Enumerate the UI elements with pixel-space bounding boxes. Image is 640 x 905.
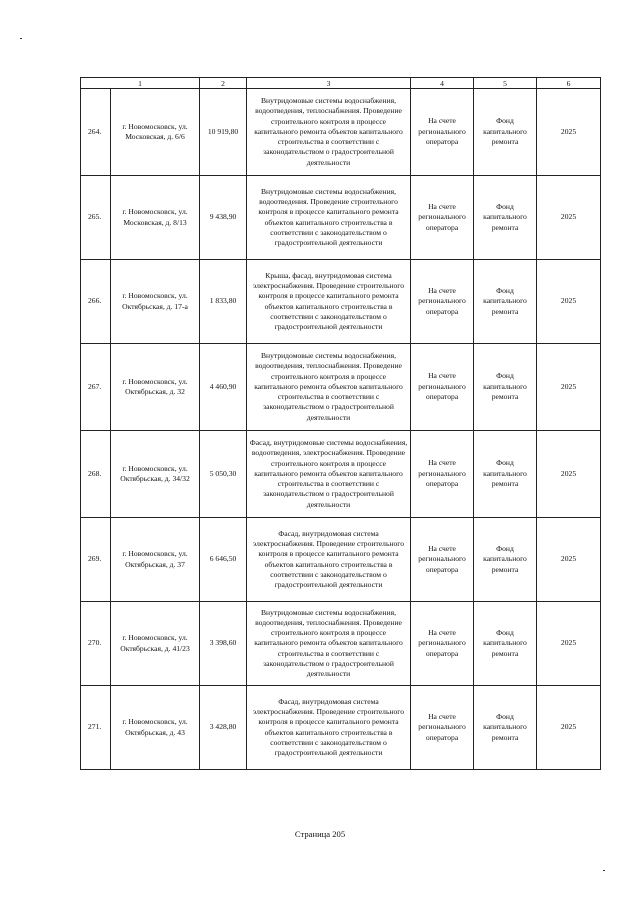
row-source: Фонд капитального ремонта <box>474 431 537 518</box>
column-header-5: 5 <box>474 78 537 89</box>
table-row <box>81 176 601 260</box>
row-number: 271. <box>81 686 111 770</box>
row-address: г. Новомосковск, ул. Октябрьская, д. 32 <box>111 344 200 431</box>
document-sheet <box>80 77 600 770</box>
table-body <box>81 89 601 770</box>
row-number: 270. <box>81 602 111 686</box>
column-header-2: 2 <box>200 78 247 89</box>
table-header <box>81 78 601 89</box>
table-row <box>81 344 601 431</box>
row-year: 2025 <box>537 686 601 770</box>
row-number: 265. <box>81 176 111 260</box>
row-works: Фасад, внутридомовая система электроснабжения. Проведение строительного контроля в процессе капитального ремонта объектов капитального строительства в соответствии с законодательством о градостроительной деятельности <box>247 518 411 602</box>
row-address: г. Новомосковск, ул. Октябрьская, д. 37 <box>111 518 200 602</box>
row-account: На счете регионального оператора <box>411 344 474 431</box>
row-address: г. Новомосковск, ул. Октябрьская, д. 34/32 <box>111 431 200 518</box>
row-account: На счете регионального оператора <box>411 518 474 602</box>
table-row <box>81 686 601 770</box>
row-cost: 5 050,30 <box>200 431 247 518</box>
row-works: Внутридомовые системы водоснабжения, водоотведения, теплоснабжения. Проведение строительного контроля в процессе капитального ремонта объектов капитального строительства в соответствии с законодательством о градостроительной деятельности <box>247 89 411 176</box>
row-year: 2025 <box>537 602 601 686</box>
row-works: Фасад, внутридомовые системы водоснабжения, водоотведения, электроснабжения. Проведение строительного контроля в процессе капитального ремонта объектов капитального строительства в соответствии с законодательством о градостроительной деятельности <box>247 431 411 518</box>
row-year: 2025 <box>537 260 601 344</box>
column-header-1: 1 <box>81 78 200 89</box>
column-header-3: 3 <box>247 78 411 89</box>
row-source: Фонд капитального ремонта <box>474 518 537 602</box>
row-cost: 10 919,80 <box>200 89 247 176</box>
row-year: 2025 <box>537 431 601 518</box>
row-account: На счете регионального оператора <box>411 686 474 770</box>
row-year: 2025 <box>537 176 601 260</box>
row-number: 269. <box>81 518 111 602</box>
row-source: Фонд капитального ремонта <box>474 89 537 176</box>
row-year: 2025 <box>537 89 601 176</box>
row-number: 264. <box>81 89 111 176</box>
repair-registry-table <box>80 77 601 770</box>
row-works: Внутридомовые системы водоснабжения, водоотведения, теплоснабжения. Проведение строительного контроля в процессе капитального ремонта объектов капитального строительства в соответствии с законодательством о градостроительной деятельности <box>247 602 411 686</box>
row-number: 268. <box>81 431 111 518</box>
column-header-6: 6 <box>537 78 601 89</box>
row-source: Фонд капитального ремонта <box>474 686 537 770</box>
row-source: Фонд капитального ремонта <box>474 260 537 344</box>
row-cost: 4 460,90 <box>200 344 247 431</box>
row-cost: 9 438,90 <box>200 176 247 260</box>
row-address: г. Новомосковск, ул. Октябрьская, д. 17-а <box>111 260 200 344</box>
row-works: Фасад, внутридомовая система электроснабжения. Проведение строительного контроля в процессе капитального ремонта объектов капитального строительства в соответствии с законодательством о градостроительной деятельности <box>247 686 411 770</box>
row-cost: 3 428,80 <box>200 686 247 770</box>
row-address: г. Новомосковск, ул. Октябрьская, д. 41/23 <box>111 602 200 686</box>
row-works: Крыша, фасад, внутридомовая система электроснабжения. Проведение строительного контроля в процессе капитального ремонта объектов капитального строительства в соответствии с законодательством о градостроительной деятельности <box>247 260 411 344</box>
row-account: На счете регионального оператора <box>411 260 474 344</box>
row-cost: 1 833,80 <box>200 260 247 344</box>
row-address: г. Новомосковск, ул. Московская, д. 8/13 <box>111 176 200 260</box>
scan-speck <box>603 870 605 871</box>
table-row <box>81 431 601 518</box>
row-account: На счете регионального оператора <box>411 602 474 686</box>
row-cost: 6 646,50 <box>200 518 247 602</box>
column-header-4: 4 <box>411 78 474 89</box>
table-row <box>81 518 601 602</box>
row-number: 266. <box>81 260 111 344</box>
row-account: На счете регионального оператора <box>411 176 474 260</box>
table-row <box>81 602 601 686</box>
page-number: Страница 205 <box>294 829 346 839</box>
table-row <box>81 260 601 344</box>
row-source: Фонд капитального ремонта <box>474 344 537 431</box>
row-source: Фонд капитального ремонта <box>474 176 537 260</box>
row-address: г. Новомосковск, ул. Московская, д. 6/6 <box>111 89 200 176</box>
column-number-row <box>81 78 601 89</box>
table-row <box>81 89 601 176</box>
row-works: Внутридомовые системы водоснабжения, водоотведения, теплоснабжения. Проведение строительного контроля в процессе капитального ремонта объектов капитального строительства в соответствии с законодательством о градостроительной деятельности <box>247 344 411 431</box>
row-number: 267. <box>81 344 111 431</box>
row-year: 2025 <box>537 344 601 431</box>
scan-speck <box>20 38 22 39</box>
row-source: Фонд капитального ремонта <box>474 602 537 686</box>
row-account: На счете регионального оператора <box>411 431 474 518</box>
row-cost: 3 398,60 <box>200 602 247 686</box>
row-works: Внутридомовые системы водоснабжения, водоотведения. Проведение строительного контроля в процессе капитального ремонта объектов капитального строительства в соответствии с законодательством о градостроительной деятельности <box>247 176 411 260</box>
row-account: На счете регионального оператора <box>411 89 474 176</box>
row-year: 2025 <box>537 518 601 602</box>
row-address: г. Новомосковск, ул. Октябрьская, д. 43 <box>111 686 200 770</box>
